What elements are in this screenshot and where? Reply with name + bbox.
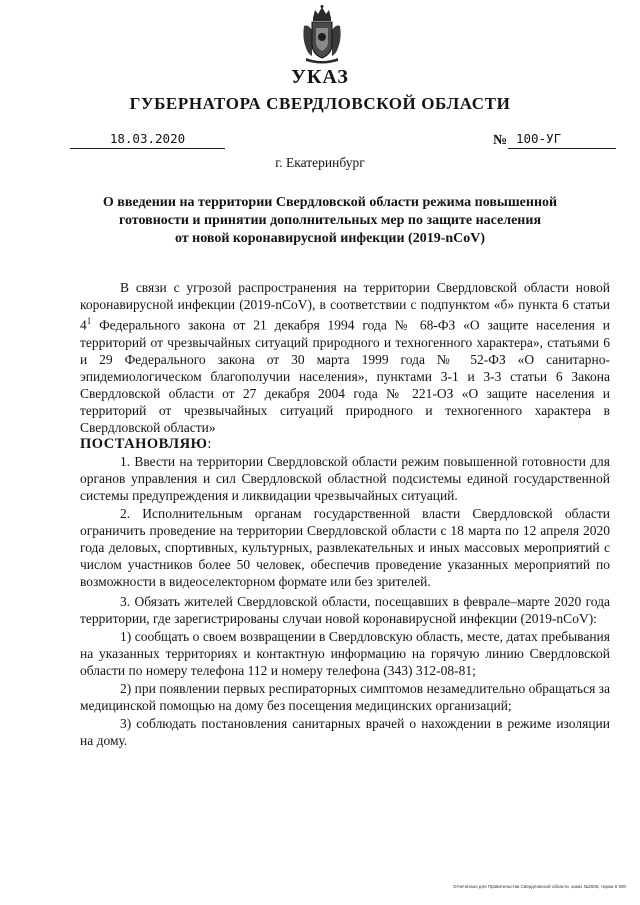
issuer-title: ГУБЕРНАТОРА СВЕРДЛОВСКОЙ ОБЛАСТИ (129, 94, 511, 113)
resolve-colon: : (207, 435, 212, 452)
decree-date: 18.03.2020 (70, 131, 225, 149)
resolve-heading (80, 436, 610, 453)
decree-title: УКАЗ (291, 66, 349, 88)
item-3: 3. Обязать жителей Свердловской области, посещавших в феврале–марте 2020 года территории, где зарегистрированы случаи новой коронавирусной инфекции (2019-nCoV): (80, 593, 610, 626)
document-title-line: от новой коронавирусной инфекции (2019-nCoV) (174, 231, 486, 246)
number-label: № (493, 133, 508, 148)
preamble-text-1: В связи с угрозой распространения на территории Свердловской области новой коронавирусной инфекции (2019-nCoV), в соответствии с подпунктом «б» пункта 6 статьи 4 (80, 280, 610, 333)
document-title (70, 194, 590, 248)
print-footer: Отпечатано для Правительства Свердловской области, заказ №2005, тираж 6 000 (452, 884, 626, 889)
resolve-word: ПОСТАНОВЛЯЮ (80, 435, 208, 452)
item-2: 2. Исполнительным органам государственной власти Свердловской области ограничить проведение на территории Свердловской области с 18 марта по 12 апреля 2020 года деловых, спортивных, культурных, развлекательных и иных массовых мероприятий с числом участников более 50 человек, обеспечив проведение указанных мероприятий по возможности в видеоселекторном формате или без зрителей. (80, 505, 610, 589)
city: г. Екатеринбург (275, 155, 365, 170)
decree-number: 100-УГ (508, 131, 616, 149)
item-1: 1. Ввести на территории Свердловской области режим повышенной готовности для органов управления и сил Свердловской областной подсистемы единой государственной системы предупреждения и ликвидации чрезвычайных ситуаций. (80, 453, 610, 503)
coat-of-arms-emblem (300, 4, 344, 64)
document-body (80, 279, 610, 749)
subitem-3: 3) соблюдать постановления санитарных врачей о нахождении в режиме изоляции на дому. (80, 715, 610, 748)
preamble-text-2: Федерального закона от 21 декабря 1994 года № 68-ФЗ «О защите населения и территорий от чрезвычайных ситуаций природного и техногенного характера», статьями 6 и 29 Федерального закона от 30 марта 1999 года № 52-ФЗ «О санитарно-эпидемиологическом благополучии населения», пунктами 3-1 и 3-3 статьи 6 Закона Свердловской области от 27 декабря 2004 года № 221-ОЗ «О защите населения и территорий от чрезвычайных ситуаций природного и техногенного характера в Свердловской области» (80, 317, 610, 435)
subitem-1: 1) сообщать о своем возвращении в Свердловскую область, месте, датах пребывания на указанных территориях и контактную информацию на горячую линию Свердловской области по номеру телефона 112 и номеру телефона (343) 312-08-81; (80, 628, 610, 678)
document-title-line: готовности и принятии дополнительных мер по защите населения (118, 213, 542, 228)
preamble-paragraph (80, 279, 610, 436)
preamble-superscript: 1 (86, 316, 92, 326)
subitem-2: 2) при появлении первых респираторных симптомов незамедлительно обращаться за медицинской помощью на дому без посещения медицинских организаций; (80, 680, 610, 713)
document-title-line: О введении на территории Свердловской области режима повышенной (102, 195, 558, 210)
